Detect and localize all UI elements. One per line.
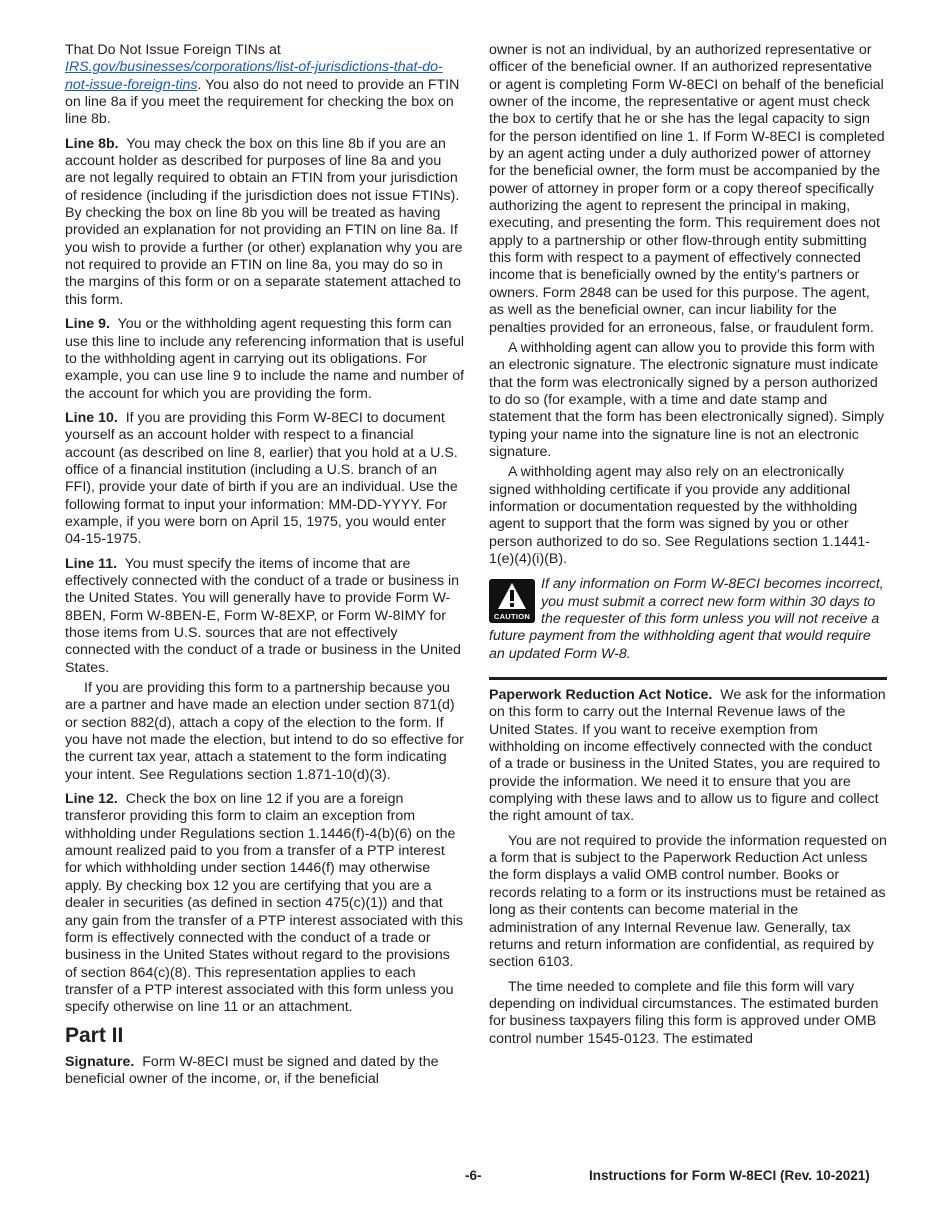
- line-10-paragraph: Line 10. If you are providing this Form W-8ECI to document yourself as an account holder with respect to a financial account (as described on line 8, earlier) that you hold at a U.S. office of a financial institution (including a U.S. branch of an FFI), provide your date of birth if you are an individual. Use the following format to input your information: MM-DD-YYYY. For example, if you were born on April 15, 1975, you would enter 04-15-1975.: [65, 409, 458, 548]
- line-9-heading: Line 9.: [65, 316, 110, 333]
- page-number: -6-: [465, 1168, 482, 1183]
- electronic-certificate-paragraph: A withholding agent may also rely on an electronically signed withholding certificate if you provide any additional information or documentation requested by the withholding agent to support that the form was signed by you or other person authorized to do so. See Regulations section 1.1441-1(e)(4)(i)(B).: [489, 464, 870, 567]
- line-8b-heading: Line 8b.: [65, 135, 119, 152]
- section-divider: [489, 677, 887, 680]
- line-11-heading: Line 11.: [65, 555, 118, 572]
- paperwork-burden-paragraph: The time needed to complete and file this form will vary depending on individual circumstances. The estimated burden for business taxpayers filing this form is approved under OMB control number 1545-0123. The estimated: [489, 978, 879, 1047]
- caution-note: [489, 576, 887, 663]
- line-12-paragraph: Line 12. Check the box on line 12 if you are a foreign transferor providing this form to claim an exception from withholding under Regulations section 1.1446(f)-4(b)(6) on the amount realized paid to you from a transfer of a PTP interest for which withholding under section 1446(f) may otherwise apply. By checking box 12 you are certifying that you are a dealer in securities (as defined in section 475(c)(1)) and that any gain from the transfer of a PTP interest associated with this form is effectively connected with the conduct of a trade or business in the United States without regard to the provisions of section 864(c)(8). This representation applies to each transfer of a PTP interest associated with this form unless you specify otherwise on line 11 or an attachment.: [65, 791, 463, 1016]
- part-2-heading: Part II: [65, 1023, 124, 1047]
- caution-icon: [489, 579, 535, 623]
- signature-paragraph: Signature. Form W-8ECI must be signed and dated by the beneficial owner of the income, or, if the beneficial: [65, 1053, 439, 1087]
- paperwork-paragraph: Paperwork Reduction Act Notice. We ask for the information on this form to carry out the Internal Revenue laws of the United States. If you want to receive exemption from withholding on income effectively connected with the conduct of a trade or business in the United States, you are required to provide the information. We need it to ensure that you are complying with these laws and to allow us to figure and collect the right amount of tax.: [489, 687, 886, 825]
- caution-text: If any information on Form W-8ECI becomes incorrect, you must submit a correct new form within 30 days to the requester of this form unless you will not receive a future payment from the withholding agent that would require an updated Form W-8.: [489, 576, 884, 662]
- warning-triangle-icon: [497, 582, 527, 610]
- caution-label: CAUTION: [493, 612, 531, 622]
- line-11-paragraph: Line 11. You must specify the items of income that are effectively connected with the conduct of a trade or business in the United States. You will generally have to provide Form W-8BEN, Form W-8BEN-E, Form W-8EXP, or Form W-8IMY for those items from U.S. sources that are not effectively connected with the conduct of a trade or business in the United States.: [65, 555, 461, 676]
- line-10-heading: Line 10.: [65, 409, 118, 426]
- paperwork-omb-paragraph: You are not required to provide the information requested on a form that is subject to the Paperwork Reduction Act unless the form displays a valid OMB control number. Books or records relating to a form or its instructions must be retained as long as their contents can become material in the administration of any Internal Revenue law. Generally, tax returns and return information are confidential, as required by section 6103.: [489, 832, 887, 971]
- intro-paragraph: That Do Not Issue Foreign TINs at IRS.gov/businesses/corporations/list-of-jurisdictions-that-do-not-issue-foreign-tins. You also do not need to provide an FTIN on line 8a if you meet the requirement for checking the box on line 8b.: [65, 42, 460, 128]
- electronic-signature-paragraph: A withholding agent can allow you to provide this form with an electronic signature. The electronic signature must indicate that the form was electronically signed by a person authorized to do so (for example, with a time and date stamp and statement that the form has been electronically signed). Simply typing your name into the signature line is not an electronic signature.: [489, 339, 885, 460]
- line-8b-paragraph: Line 8b. You may check the box on this line 8b if you are an account holder as described for purposes of line 8a and you are not legally required to obtain an FTIN from your jurisdiction of residence (including if the jurisdiction does not issue FTINs). By checking the box on line 8b you will be treated as having provided an explanation for not providing an FTIN on line 8a. If you wish to provide a further (or other) explanation why you are not required to provide an FTIN on line 8a, you may do so in the margins of this form or on a separate statement attached to this form.: [65, 135, 463, 308]
- line-9-paragraph: Line 9. You or the withholding agent requesting this form can use this line to include any referencing information that is useful to the withholding agent in carrying out its obligations. For example, you can use line 9 to include the name and number of the account for which you are providing the form.: [65, 316, 465, 402]
- jurisdictions-link[interactable]: IRS.gov/businesses/corporations/list-of-jurisdictions-that-do-not-issue-foreign-tins: [65, 59, 443, 93]
- right-column: [489, 42, 887, 1055]
- line-12-heading: Line 12.: [65, 791, 118, 808]
- signature-heading: Signature.: [65, 1053, 135, 1070]
- line-11-partnership-paragraph: If you are providing this form to a partnership because you are a partner and have made an election under section 871(d) or section 882(d), attach a copy of the election to the form. If you have not made the election, but intend to do so effective for the current tax year, attach a statement to the form indicating your intent. See Regulations section 1.871-10(d)(3).: [65, 680, 464, 783]
- signature-continued-paragraph: owner is not an individual, by an authorized representative or officer of the beneficial owner. If an authorized representative or agent is completing Form W-8ECI on behalf of the beneficial owner of the income, the representative or agent must check the box to certify that he or she has the legal capacity to sign for the person identified on line 1. If Form W-8ECI is completed by an agent acting under a duly authorized power of attorney for the beneficial owner, the form must be accompanied by the power of attorney in proper form or a copy thereof specifically authorizing the agent to represent the principal in making, executing, and presenting the form. This requirement does not apply to a partnership or other flow-through entity submitting this form with respect to a payment of effectively connected income that is beneficially owned by the entity’s partners or owners. Form 2848 can be used for this purpose. The agent, as well as the beneficial owner, can incur liability for the penalties provided for an erroneous, false, or fraudulent form.: [489, 42, 885, 336]
- document-title: Instructions for Form W-8ECI (Rev. 10-2021): [589, 1168, 870, 1183]
- left-column: [65, 42, 465, 1095]
- paperwork-heading: Paperwork Reduction Act Notice.: [489, 687, 713, 704]
